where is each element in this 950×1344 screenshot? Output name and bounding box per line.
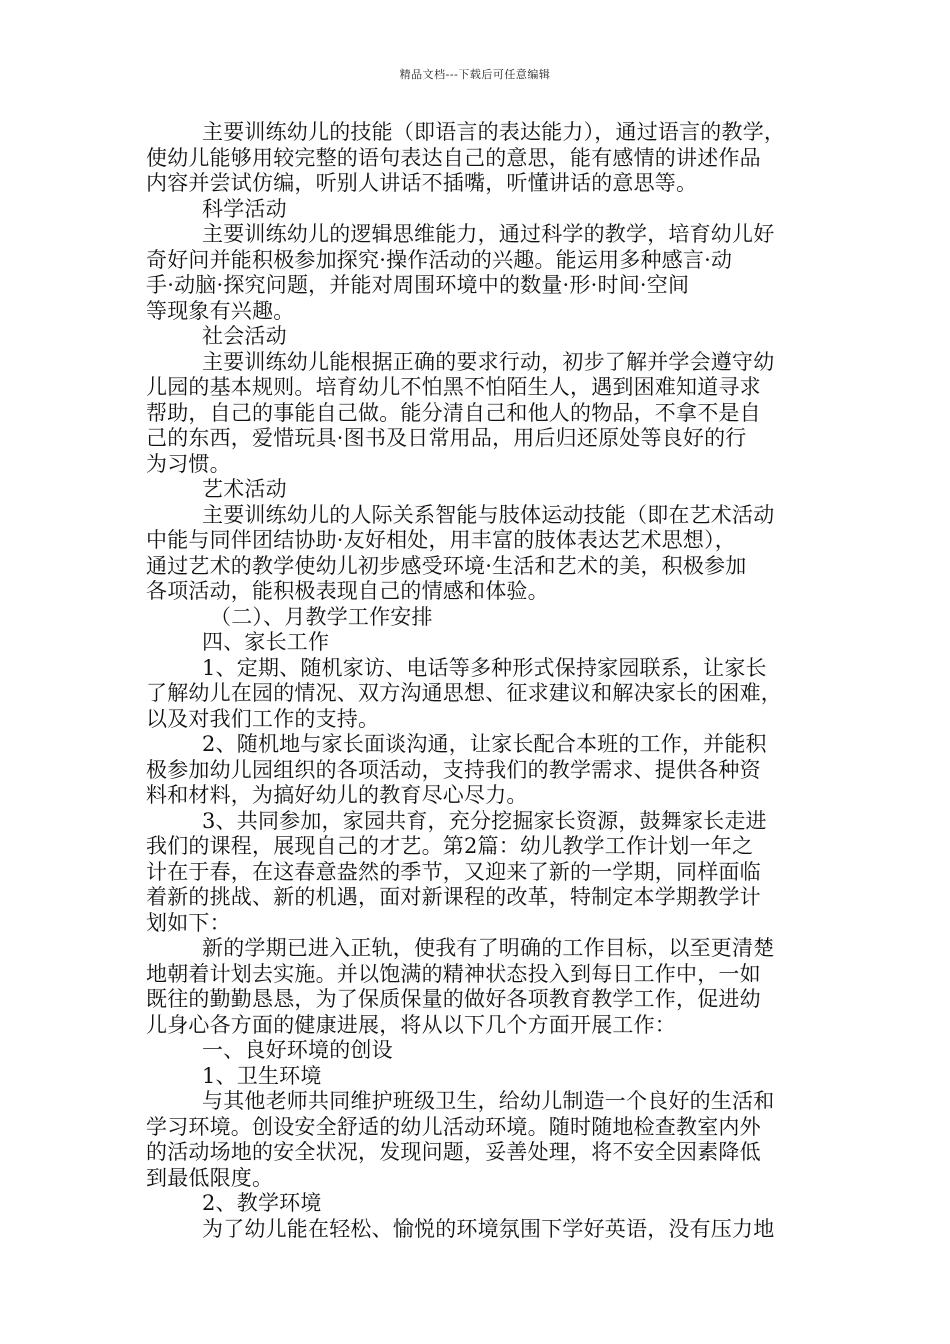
paragraph-line: 主要训练幼儿的逻辑思维能力，通过科学的教学，培育幼儿好 bbox=[202, 222, 775, 246]
paragraph-line: 料和材料，为搞好幼儿的教育尽心尽力。 bbox=[146, 783, 528, 807]
paragraph-line: 儿园的基本规则。培育幼儿不怕黑不怕陌生人，遇到困难知道寻求 bbox=[146, 375, 761, 399]
paragraph-line: 2、随机地与家长面谈沟通，让家长配合本班的工作，并能积 bbox=[202, 732, 767, 756]
section-heading: 1、卫生环境 bbox=[202, 1063, 322, 1088]
paragraph-line: 3、共同参加，家园共育，充分挖掘家长资源，鼓舞家长走进 bbox=[202, 808, 767, 833]
paragraph-line: 极参加幼儿园组织的各项活动，支持我们的教学需求、提供各种资 bbox=[146, 757, 761, 782]
paragraph-line: 主要训练幼儿的技能（即语言的表达能力），通过语言的教学， bbox=[202, 120, 786, 144]
paragraph-line: 儿身心各方面的健康进展，将从以下几个方面开展工作： bbox=[146, 1012, 676, 1037]
page-header: 精品文档---下载后可任意编辑 bbox=[399, 68, 551, 81]
paragraph-line: 为习惯。 bbox=[146, 451, 231, 476]
paragraph-line: 1、定期、随机家访、电话等多种形式保持家园联系，让家长 bbox=[202, 655, 767, 680]
paragraph-line: 内容并尝试仿编，听别人讲话不插嘴，听懂讲话的意思等。 bbox=[146, 171, 698, 195]
paragraph-line: 使幼儿能够用较完整的语句表达自己的意思，能有感情的讲述作品 bbox=[146, 145, 761, 170]
paragraph-line: 学习环境。创设安全舒适的幼儿活动环境。随时随地检查教室内外 bbox=[146, 1114, 761, 1139]
paragraph-line: 了解幼儿在园的情况、双方沟通思想、征求建议和解决家长的困难， bbox=[146, 681, 782, 705]
paragraph-line: 中能与同伴团结协助·友好相处，用丰富的肢体表达艺术思想）， bbox=[146, 528, 736, 552]
paragraph-line: 计在于春，在这春意盎然的季节，又迎来了新的一学期，同样面临 bbox=[146, 859, 761, 884]
paragraph-line: 新的学期已进入正轨，使我有了明确的工作目标，以至更清楚 bbox=[202, 936, 775, 960]
paragraph-line: 己的东西，爱惜玩具·图书及日常用品，用后归还原处等良好的行 bbox=[146, 426, 747, 450]
paragraph-line: 通过艺术的教学使幼儿初步感受环境·生活和艺术的美，积极参加 bbox=[146, 553, 747, 578]
paragraph-line: 与其他老师共同维护班级卫生，给幼儿制造一个良好的生活和 bbox=[202, 1089, 775, 1113]
section-heading: 四、家长工作 bbox=[202, 630, 330, 654]
paragraph-line: 的活动场地的安全状况，发现问题，妥善处理，将不安全因素降低 bbox=[146, 1140, 761, 1164]
paragraph-line: 奇好问并能积极参加探究·操作活动的兴趣。能运用多种感言·动 bbox=[146, 247, 733, 272]
paragraph-line: 着新的挑战、新的机遇，面对新课程的改革，特制定本学期教学计 bbox=[146, 885, 761, 909]
document-body bbox=[146, 120, 810, 1242]
section-heading: 2、教学环境 bbox=[202, 1191, 322, 1215]
paragraph-line: 既往的勤勤恳恳，为了保质保量的做好各项教育教学工作，促进幼 bbox=[146, 987, 761, 1011]
paragraph-line: 主要训练幼儿的人际关系智能与肢体运动技能（即在艺术活动 bbox=[202, 502, 775, 527]
paragraph-line: 主要训练幼儿能根据正确的要求行动，初步了解并学会遵守幼 bbox=[202, 349, 775, 374]
section-heading: （二）、月教学工作安排 bbox=[210, 604, 433, 629]
section-heading: 科学活动 bbox=[202, 196, 287, 221]
paragraph-line: 划如下： bbox=[146, 910, 231, 935]
paragraph-line: 我们的课程，展现自己的才艺。第2篇：幼儿教学工作计划一年之 bbox=[146, 834, 754, 858]
paragraph-line: 等现象有兴趣。 bbox=[146, 298, 295, 323]
section-heading: 艺术活动 bbox=[202, 477, 287, 501]
paragraph-line: 地朝着计划去实施。并以饱满的精神状态投入到每日工作中，一如 bbox=[146, 961, 761, 986]
section-heading: 社会活动 bbox=[202, 324, 287, 348]
section-heading: 一、良好环境的创设 bbox=[202, 1038, 393, 1062]
paragraph-line: 以及对我们工作的支持。 bbox=[146, 706, 380, 731]
paragraph-line: 帮助，自己的事能自己做。能分清自己和他人的物品，不拿不是自 bbox=[146, 400, 761, 425]
paragraph-line: 手·动脑·探究问题，并能对周围环境中的数量·形·时间·空间 bbox=[146, 273, 690, 297]
paragraph-line: 各项活动，能积极表现自己的情感和体验。 bbox=[146, 579, 549, 603]
paragraph-line: 到最低限度。 bbox=[146, 1165, 274, 1190]
paragraph-line: 为了幼儿能在轻松、愉悦的环境氛围下学好英语，没有压力地 bbox=[202, 1216, 775, 1241]
